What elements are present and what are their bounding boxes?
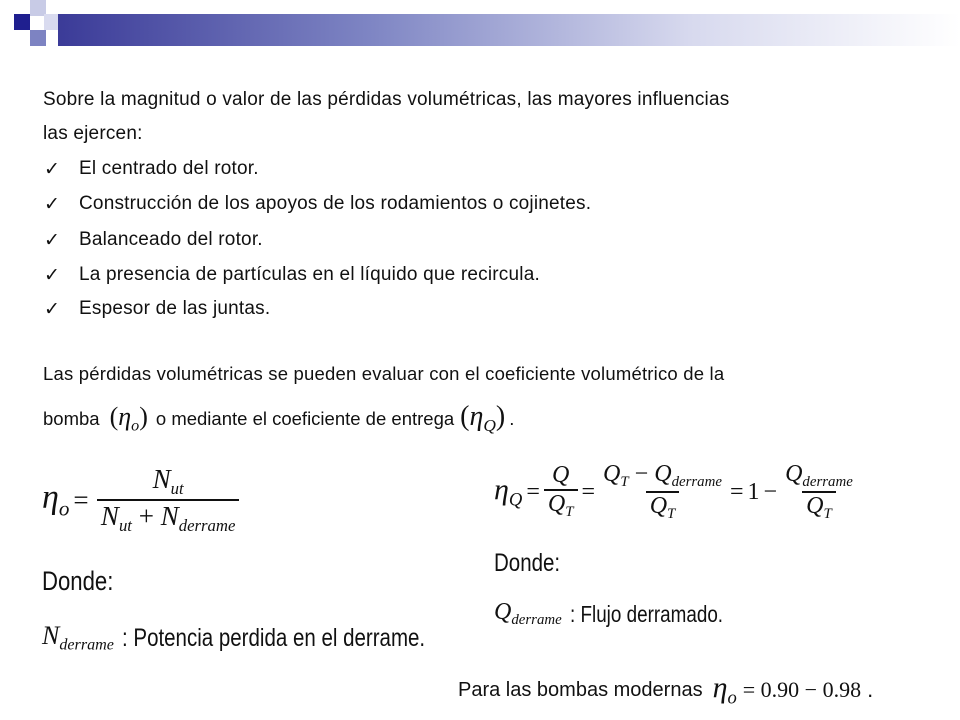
check-icon: ✓ — [44, 230, 60, 251]
check-icon: ✓ — [44, 299, 60, 320]
minus-sign: − — [763, 478, 778, 505]
equals-sign: = — [581, 478, 596, 505]
equals-sign: = — [73, 484, 89, 515]
fraction-q-over-qt — [544, 462, 578, 521]
eta-q-lhs: $\eta_Q$ — [494, 472, 523, 511]
n-derrame-symbol: $N_{derrame}$ — [42, 621, 114, 654]
one: 1 — [747, 478, 760, 505]
bullet-text: El centrado del rotor. — [79, 158, 259, 179]
eta-o-inline: $(\eta_o)$ — [109, 402, 148, 435]
check-icon: ✓ — [44, 194, 60, 215]
fraction-denominator: $Q_T$ — [544, 489, 578, 521]
eta-o-lhs: $\eta_o$ — [42, 478, 70, 521]
fraction-denominator: $Q_T$ — [646, 491, 680, 523]
header-square-mid — [30, 30, 46, 46]
q-derrame-definition: : Flujo derramado. — [569, 600, 723, 627]
check-icon: ✓ — [44, 159, 60, 180]
footer-end: . — [867, 677, 874, 702]
fraction-numerator: $Q_{derrame}$ — [785, 460, 853, 490]
right-donde-label: Donde: — [494, 549, 561, 577]
equation-eta-q — [494, 452, 857, 532]
bullet-text: La presencia de partículas en el líquido que recircula. — [79, 264, 540, 285]
intro-line-2: las ejercen: — [43, 123, 143, 144]
header-gradient-bar — [58, 14, 960, 46]
footer-value: = 0.90 − 0.98 — [742, 677, 862, 702]
left-donde — [42, 566, 129, 597]
equation-eta-o — [42, 452, 244, 548]
intro-line-1: Sobre la magnitud o valor de las pérdidas volumétricas, las mayores influencias — [43, 89, 730, 110]
bullet-text: Espesor de las juntas. — [79, 298, 271, 319]
fraction-denominator: $N_{ut} + N_{derrame}$ — [97, 499, 240, 536]
header-square-dark — [14, 14, 30, 30]
para-bomba: bomba — [43, 408, 100, 429]
equals-sign: = — [526, 478, 540, 505]
footer-statement — [458, 670, 873, 710]
fraction-numerator: $N_{ut}$ — [152, 464, 184, 498]
check-icon: ✓ — [44, 265, 60, 286]
fraction-diff-over-qt — [599, 461, 726, 523]
q-derrame-symbol: $Q_{derrame}$ — [494, 598, 562, 629]
bullet-text: Construcción de los apoyos de los rodamientos o cojinetes. — [79, 193, 592, 214]
equals-sign: = — [729, 478, 744, 505]
fraction-eta-o — [93, 464, 244, 536]
para-line-2 — [43, 396, 514, 442]
para-line-1: Las pérdidas volumétricas se pueden evaluar con el coeficiente volumétrico de la — [43, 363, 725, 384]
fraction-numerator: Q — [552, 462, 570, 489]
fraction-denominator: $Q_T$ — [802, 491, 836, 523]
eta-q-inline: $(\eta_Q)$ — [460, 401, 506, 436]
bullet-text: Balanceado del rotor. — [79, 229, 263, 250]
para-end: . — [509, 408, 515, 429]
right-definition — [494, 594, 756, 634]
eta-o-footer: $\eta_o$ — [712, 670, 737, 709]
para-mid: o mediante el coeficiente de entrega — [155, 408, 455, 429]
fraction-numerator: $Q_T - Q_{derrame}$ — [603, 460, 722, 490]
n-derrame-definition: : Potencia perdida en el derrame. — [121, 623, 426, 652]
fraction-qderrame-over-qt — [781, 461, 857, 523]
right-donde — [494, 549, 575, 578]
footer-label: Para las bombas modernas — [458, 678, 703, 701]
header-decoration — [0, 0, 960, 60]
left-definition — [42, 616, 492, 660]
left-donde-label: Donde: — [42, 566, 114, 596]
